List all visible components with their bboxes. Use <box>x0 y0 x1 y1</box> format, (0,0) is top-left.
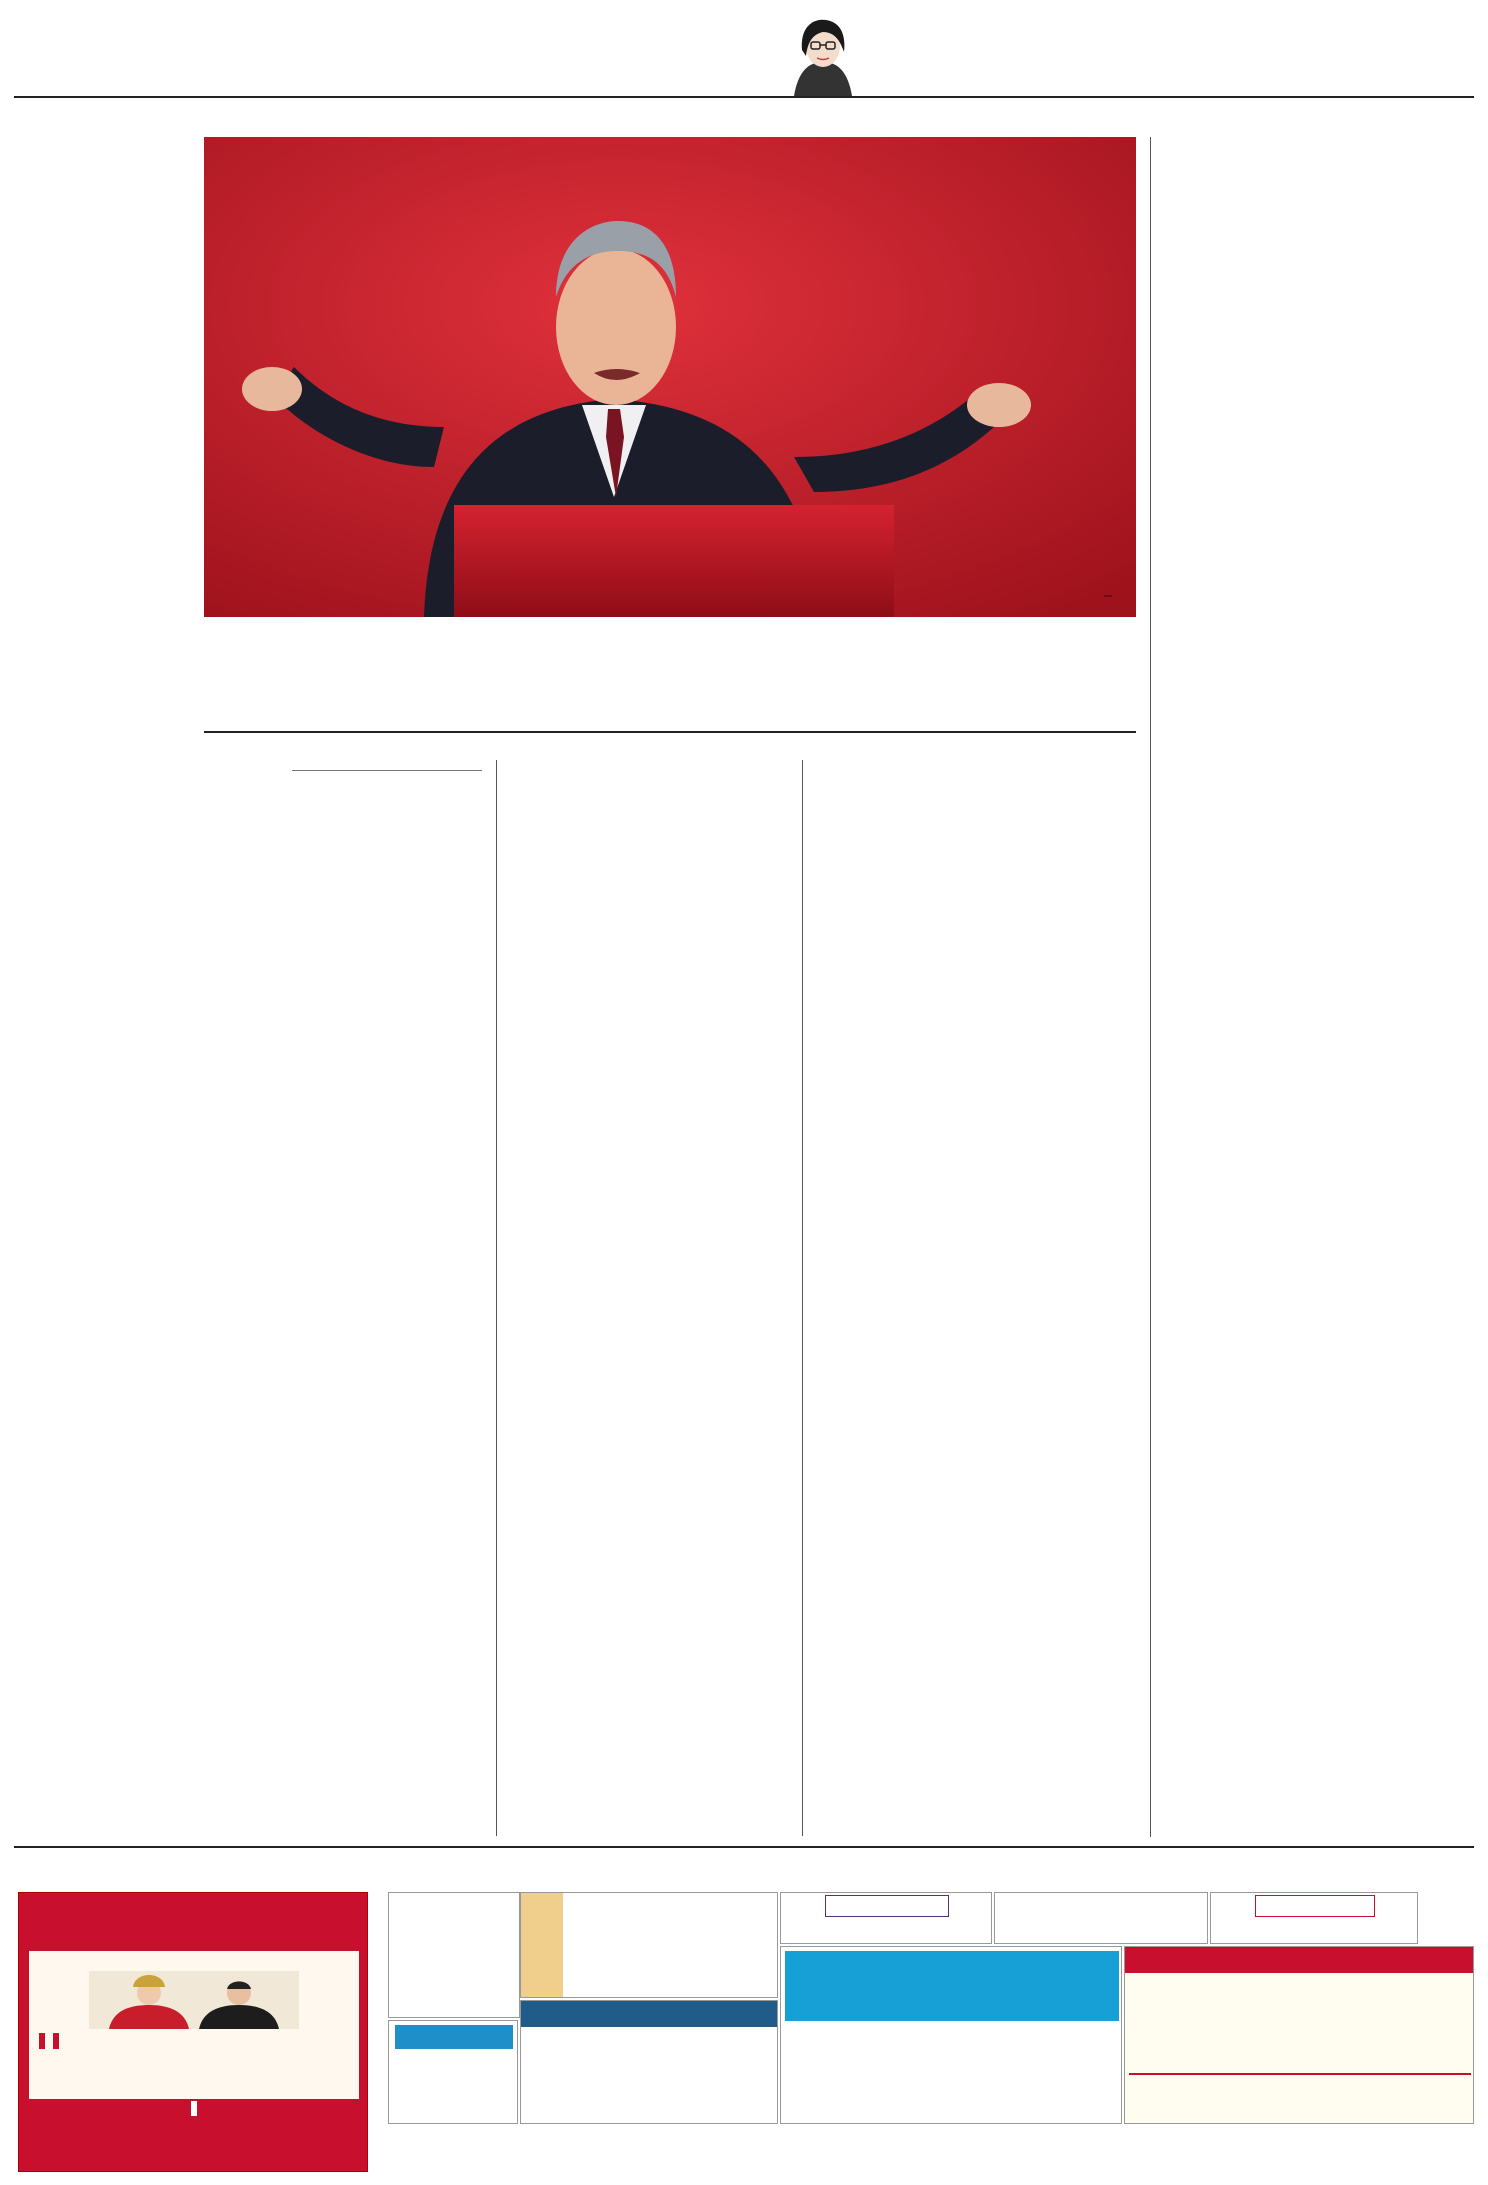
col-divider <box>1150 137 1151 1837</box>
podium <box>454 505 894 617</box>
wedding-ad <box>18 1892 368 2172</box>
article-col-4 <box>1164 137 1450 1837</box>
wedding-card <box>29 1951 359 2119</box>
byline-rule <box>292 770 482 771</box>
masthead-rule <box>14 96 1474 98</box>
calligraphy-buy-ad <box>780 1892 992 1944</box>
couple-photo <box>89 1971 299 2029</box>
article-col-3 <box>816 758 1094 1808</box>
famous-art-buy-ad <box>780 1946 1122 2124</box>
main-photo <box>204 137 1136 617</box>
article-col-2 <box>510 758 788 1808</box>
article-col-1 <box>204 870 482 1836</box>
credits-rule <box>14 1846 1474 1848</box>
wedding-blessing <box>29 2099 359 2119</box>
collectibles-buy-ad <box>994 1892 1208 1944</box>
lead-rule <box>204 731 1136 733</box>
housekeeping-ad <box>1210 1892 1418 1944</box>
aircon-ad <box>388 2020 518 2124</box>
col-divider <box>802 760 803 1836</box>
photo-caption <box>1104 595 1112 597</box>
columnist-portrait <box>784 12 862 96</box>
tea-ad <box>388 1892 520 2018</box>
house-rent-ad <box>520 1892 778 1998</box>
col-divider <box>496 760 497 1836</box>
zhaoxia-ad <box>520 2000 778 2124</box>
xianxing-space-ad <box>1124 1946 1474 2124</box>
